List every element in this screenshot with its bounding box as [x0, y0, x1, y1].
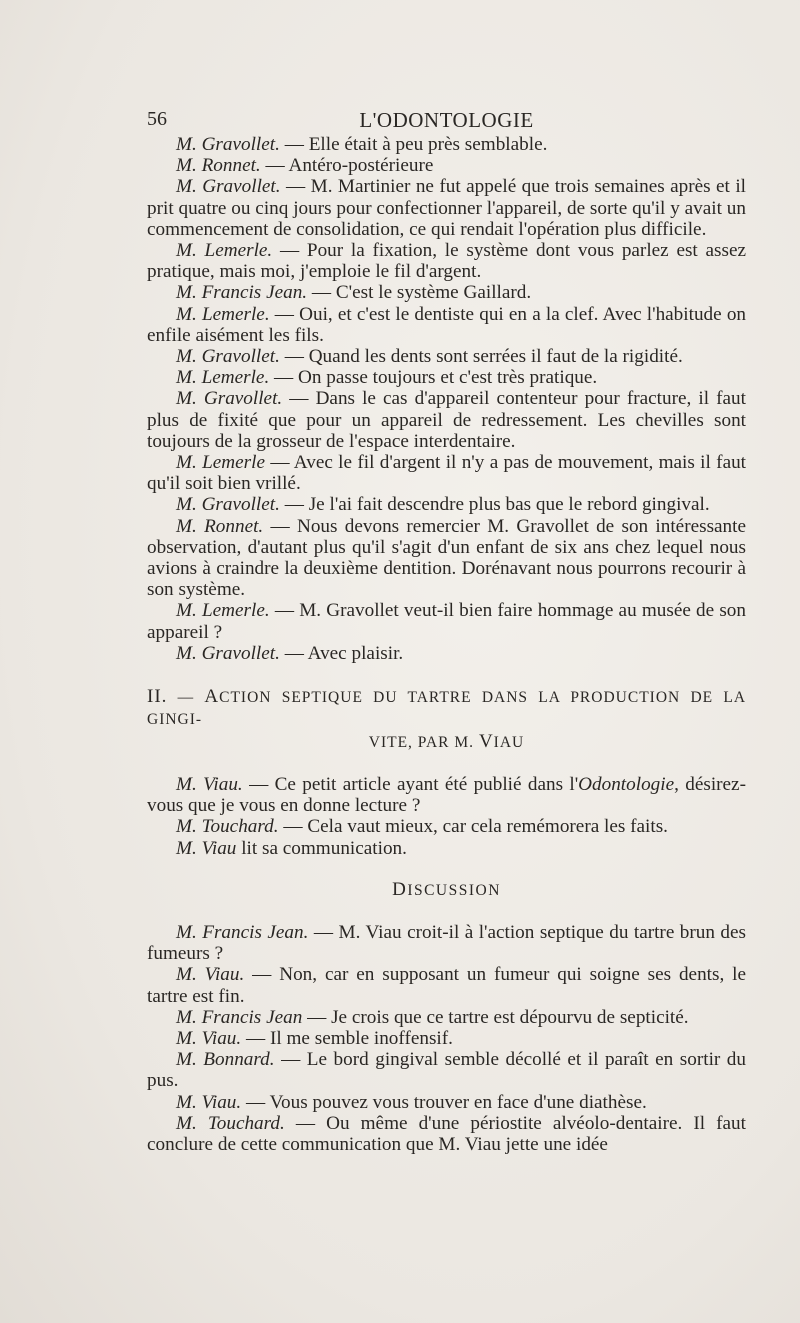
speech: , désirez-vous que je vous en donne lecture ?	[147, 774, 746, 817]
paragraph	[147, 304, 746, 346]
speech: — Cela vaut mieux, car cela remémorera les faits.	[278, 816, 668, 838]
dialogue-block-reading	[147, 774, 746, 859]
speech: — M. Viau croit-il à l'action septique du tartre brun des fumeurs ?	[147, 921, 746, 965]
paragraph	[147, 1049, 746, 1091]
paragraph	[147, 388, 746, 452]
speaker: M. Touchard.	[176, 816, 279, 838]
speech: — Oui, et c'est le dentiste qui en a la clef. Avec l'habitude on enfile aisément les fils.	[147, 303, 747, 346]
section-dash: —	[167, 689, 205, 707]
speech: — Nous devons remercier M. Gravollet de son intéressante observation, d'autant plus qu'il s'agit d'un enfant de six ans chez lequel nous avions à craindre la deuxième dentition. Dorénavant nous pourrons recourir à son système.	[147, 515, 746, 601]
paragraph	[147, 1028, 746, 1049]
speaker: M. Francis Jean.	[176, 921, 309, 943]
speech: — Je l'ai fait descendre plus bas que le rebord gingival.	[279, 494, 710, 516]
speech: — Elle était à peu près semblable.	[279, 134, 548, 155]
paragraph	[147, 367, 746, 388]
page-header	[147, 100, 746, 134]
speech: — Avec le fil d'argent il n'y a pas de mouvement, mais il faut qu'il soit bien vrillé.	[147, 452, 747, 495]
paragraph	[147, 452, 746, 494]
paragraph	[147, 155, 746, 176]
speaker: M. Lemerle.	[176, 600, 270, 622]
paragraph	[147, 600, 746, 642]
speech: — Dans le cas d'appareil contenteur pour fracture, il faut plus de fixité que pour un appareil de redressement. Les chevilles sont toujours de la grosseur de l'espace interdentaire.	[147, 388, 746, 452]
speech: — Ce petit article ayant été publié dans l'	[242, 774, 579, 796]
dialogue-block-discussion	[147, 922, 746, 1155]
speech: — M. Martinier ne fut appelé que trois semaines après et il prit quatre ou cinq jours pour confectionner l'appareil, de sorte qu'il y avait un commencement de consolidation, ce qui rendait l'opération plus difficile.	[147, 176, 746, 240]
speaker: M. Touchard.	[176, 1112, 285, 1134]
speaker: M. Lemerle.	[176, 367, 270, 389]
paragraph	[147, 643, 746, 664]
section-initial: A	[204, 686, 220, 708]
speaker: M. Lemerle.	[176, 303, 270, 325]
paragraph	[147, 774, 746, 816]
speaker: M. Ronnet.	[176, 155, 261, 177]
paragraph	[147, 346, 746, 367]
section-title-text: VITE, PAR M.	[368, 734, 479, 752]
paragraph	[147, 176, 746, 240]
section-initial: V	[478, 731, 494, 753]
paragraph	[147, 1113, 746, 1155]
paragraph	[147, 838, 746, 859]
page-number: 56	[147, 108, 167, 130]
speaker: M. Gravollet.	[176, 494, 280, 516]
paragraph	[147, 1092, 746, 1113]
speech: — Pour la fixation, le système dont vous parlez est assez pratique, mais moi, j'emploie le fil d'argent.	[147, 240, 746, 283]
journal-title: Odontologie	[578, 774, 675, 796]
speaker: M. Viau.	[176, 964, 245, 986]
paragraph	[147, 816, 746, 837]
speaker: M. Viau.	[176, 774, 243, 796]
section-heading-line-1	[147, 686, 746, 731]
speech: lit sa communication.	[236, 837, 407, 859]
spacer	[147, 902, 746, 922]
running-title: L'ODONTOLOGIE	[359, 108, 534, 132]
speaker: M. Viau.	[176, 1091, 242, 1113]
section-number: II.	[147, 686, 168, 708]
speaker: M. Francis Jean.	[176, 282, 308, 304]
speech: — M. Gravollet veut-il bien faire hommage au musée de son appareil ?	[147, 600, 746, 643]
speaker: M. Gravollet.	[176, 176, 281, 198]
paragraph	[147, 134, 746, 155]
paragraph	[147, 494, 746, 515]
speaker: M. Francis Jean	[176, 1006, 303, 1028]
spacer	[147, 754, 746, 774]
discussion-initial: D	[392, 878, 408, 900]
speaker: M. Bonnard.	[176, 1049, 275, 1071]
paragraph	[147, 964, 746, 1006]
speech: — Antéro-postérieure	[260, 155, 434, 177]
section-heading	[147, 686, 746, 754]
speech: — Ou même d'une périostite alvéolo-dentaire. Il faut conclure de cette communication que M. Viau jette une idée	[147, 1112, 746, 1155]
speaker: M. Gravollet.	[176, 388, 283, 410]
spacer	[147, 859, 746, 879]
speaker: M. Gravollet.	[176, 134, 280, 155]
section-heading-line-2	[147, 731, 746, 754]
speech: — Quand les dents sont serrées il faut de la rigidité.	[279, 346, 683, 368]
speech: — Il me semble inoffensif.	[241, 1027, 453, 1049]
paragraph	[147, 240, 746, 282]
speaker: M. Gravollet.	[176, 642, 280, 664]
speech: — On passe toujours et c'est très pratique.	[269, 367, 598, 389]
speaker: M. Gravollet.	[176, 346, 280, 368]
speaker: M. Lemerle	[176, 452, 265, 474]
speaker: M. Viau	[176, 837, 237, 859]
discussion-title-text: ISCUSSION	[407, 881, 501, 899]
speech: — Avec plaisir.	[279, 642, 404, 664]
speech: — Non, car en supposant un fumeur qui soigne ses dents, le tartre est fin.	[147, 964, 746, 1007]
speaker: M. Viau.	[176, 1027, 242, 1049]
section-title-text: CTION SEPTIQUE DU TARTRE DANS LA PRODUCTION DE LA GINGI-	[147, 689, 747, 729]
speech: — Le bord gingival semble décollé et il paraît en sortir du pus.	[147, 1049, 746, 1092]
speech: — Je crois que ce tartre est dépourvu de septicité.	[302, 1006, 689, 1028]
paragraph	[147, 282, 746, 303]
discussion-heading	[147, 879, 746, 902]
section-title-text: IAU	[493, 734, 525, 752]
speaker: M. Ronnet.	[176, 515, 264, 537]
paragraph	[147, 1007, 746, 1028]
speech: — Vous pouvez vous trouver en face d'une diathèse.	[241, 1091, 647, 1113]
dialogue-block-fixation	[147, 134, 746, 664]
speaker: M. Lemerle.	[176, 240, 273, 262]
paragraph	[147, 516, 746, 601]
spacer	[147, 664, 746, 686]
speech: — C'est le système Gaillard.	[307, 282, 532, 304]
paragraph	[147, 922, 746, 964]
